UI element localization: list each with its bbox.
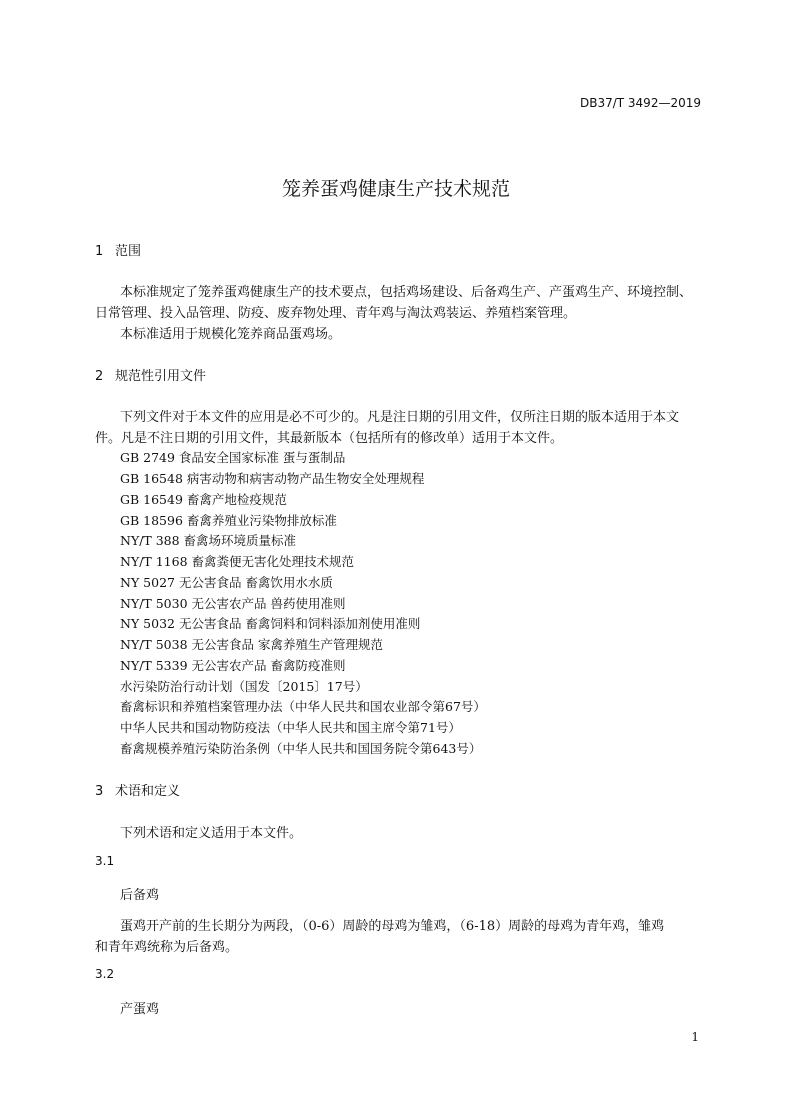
reference-item: NY 5032 无公害食品 畜禽饲料和饲料添加剂使用准则 — [120, 616, 421, 631]
term-definition-line: 和青年鸡统称为后备鸡。 — [95, 940, 239, 955]
section-3-heading — [95, 780, 180, 799]
section-number: 1 — [95, 244, 104, 259]
reference-item: NY/T 5339 无公害农产品 畜禽防疫准则 — [120, 658, 346, 673]
section-1-heading — [95, 240, 141, 259]
reference-item: NY 5027 无公害食品 畜禽饮用水水质 — [120, 575, 333, 590]
scope-paragraph-line: 日常管理、投入品管理、防疫、废弃物处理、青年鸡与淘汰鸡装运、养殖档案管理。 — [95, 306, 577, 321]
reference-item: 中华人民共和国动物防疫法（中华人民共和国主席令第71号） — [120, 720, 461, 735]
reference-item: NY/T 1168 畜禽粪便无害化处理技术规范 — [120, 554, 354, 569]
section-title: 规范性引用文件 — [115, 369, 207, 384]
section-number: 2 — [95, 369, 104, 384]
reference-item: 畜禽标识和养殖档案管理办法（中华人民共和国农业部令第67号） — [120, 699, 486, 714]
section-title: 范围 — [115, 244, 142, 259]
section-2-heading — [95, 365, 206, 384]
term-name: 后备鸡 — [120, 888, 160, 903]
term-number: 3.2 — [95, 967, 115, 981]
section-title: 术语和定义 — [115, 784, 181, 799]
section-number: 3 — [95, 784, 104, 799]
reference-item: GB 18596 畜禽养殖业污染物排放标准 — [120, 513, 337, 528]
refs-intro-line: 件。凡是不注日期的引用文件，其最新版本（包括所有的修改单）适用于本文件。 — [95, 431, 564, 446]
scope-paragraph-line: 本标准规定了笼养蛋鸡健康生产的技术要点，包括鸡场建设、后备鸡生产、产蛋鸡生产、环境控制、 — [120, 285, 693, 300]
page-number: 1 — [691, 1030, 699, 1044]
reference-item: 畜禽规模养殖污染防治条例（中华人民共和国国务院令第643号） — [120, 741, 482, 756]
reference-item: GB 2749 食品安全国家标准 蛋与蛋制品 — [120, 450, 346, 465]
reference-item: GB 16548 病害动物和病害动物产品生物安全处理规程 — [120, 471, 425, 486]
refs-intro-line: 下列文件对于本文件的应用是必不可少的。凡是注日期的引用文件，仅所注日期的版本适用于本文 — [120, 410, 680, 425]
reference-item: NY/T 5038 无公害食品 家禽养殖生产管理规范 — [120, 637, 383, 652]
reference-item: NY/T 5030 无公害农产品 兽药使用准则 — [120, 596, 346, 611]
reference-item: GB 16549 畜禽产地检疫规范 — [120, 492, 287, 507]
standard-code: DB37/T 3492—2019 — [579, 96, 701, 110]
reference-item: 水污染防治行动计划（国发〔2015〕17号） — [120, 679, 368, 694]
term-name: 产蛋鸡 — [120, 1002, 160, 1017]
scope-paragraph: 本标准适用于规模化笼养商品蛋鸡场。 — [120, 327, 342, 342]
term-definition-line: 蛋鸡开产前的生长期分为两段，（0-6）周龄的母鸡为雏鸡，（6-18）周龄的母鸡为青年鸡，雏鸡 — [120, 919, 665, 934]
document-title: 笼养蛋鸡健康生产技术规范 — [281, 178, 510, 200]
reference-item: NY/T 388 畜禽场环境质量标准 — [120, 533, 297, 548]
terms-intro: 下列术语和定义适用于本文件。 — [120, 826, 303, 841]
term-number: 3.1 — [95, 854, 115, 868]
